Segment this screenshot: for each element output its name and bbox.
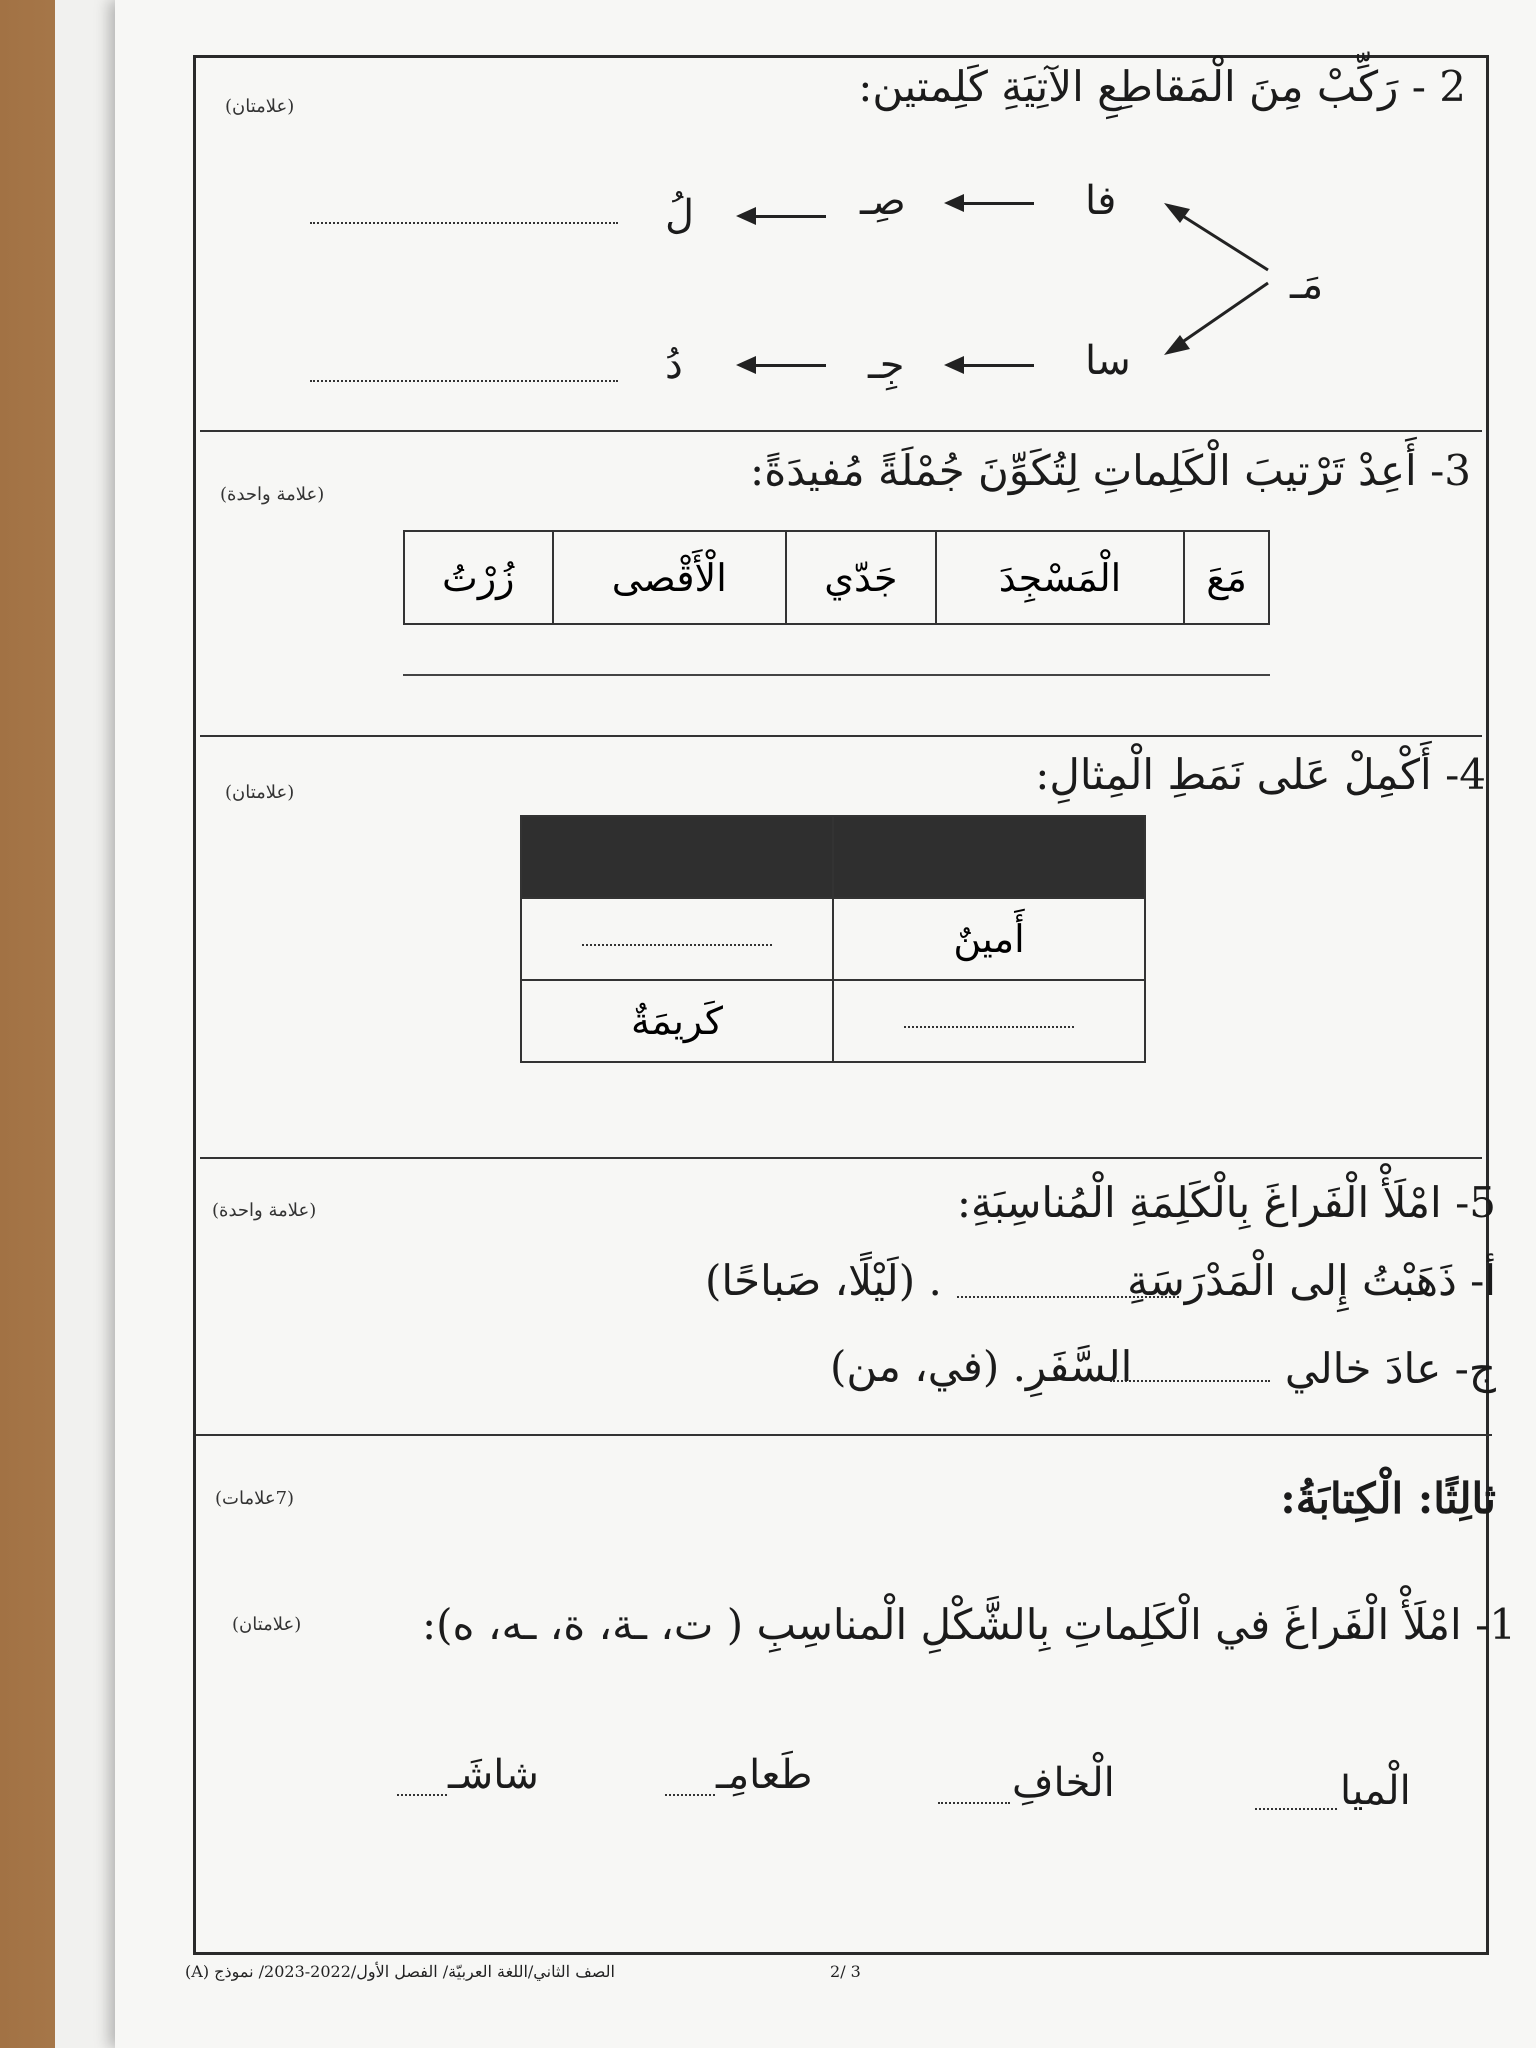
q2-mark: (علامتان) xyxy=(225,96,295,117)
blank-dots xyxy=(904,1026,1074,1028)
footer-info: الصف الثاني/اللغة العربيّة/ الفصل الأول/2022-2023/ نموذج (A) xyxy=(185,1962,615,1981)
q2-answer-line-1[interactable] xyxy=(310,222,618,224)
word-cell: الْمَسْجِدَ xyxy=(936,531,1184,624)
arrow-up xyxy=(1178,213,1268,270)
pattern-cell: كَريمَةٌ xyxy=(521,980,833,1062)
q2-row2-syllable-2: جِـ xyxy=(868,342,905,388)
q2-row2-syllable-3: دُ xyxy=(665,342,683,388)
divider-q4 xyxy=(200,1157,1482,1159)
blank-dots xyxy=(582,944,772,946)
q5-a-blank[interactable] xyxy=(957,1296,1179,1298)
q2-title: 2 - رَكِّبْ مِنَ الْمَقاطِعِ الآتِيَةِ كَلِمتين: xyxy=(858,62,1466,111)
word-cell: الْأَقْصى xyxy=(553,531,786,624)
q3-answer-line[interactable] xyxy=(403,674,1270,676)
q5-c-prefix: ج- عادَ خالي xyxy=(1284,1344,1496,1393)
w1-blank-1[interactable] xyxy=(1255,1808,1337,1810)
w1-word-4: شاشَـ xyxy=(448,1752,539,1798)
q5-c-blank[interactable] xyxy=(1110,1380,1270,1382)
w1-word-1: الْميا xyxy=(1340,1768,1411,1814)
pattern-blank-cell[interactable] xyxy=(833,980,1145,1062)
w1-word-3: طَعامِـ xyxy=(716,1752,813,1798)
q5-mark: (علامة واحدة) xyxy=(212,1200,317,1221)
section3-mark: (7علامات) xyxy=(215,1488,295,1509)
q2-start-syllable: مَـ xyxy=(1290,262,1324,308)
word-cell: جَدّي xyxy=(786,531,936,624)
arrow-down xyxy=(1178,283,1268,345)
q2-row1-syllable-2: صِـ xyxy=(860,178,906,224)
word-cell: مَعَ xyxy=(1184,531,1269,624)
section3-title: ثالِثًا: الْكِتابَةُ: xyxy=(1280,1474,1496,1523)
arrowhead-up xyxy=(1164,203,1190,223)
q4-mark: (علامتان) xyxy=(225,782,295,803)
q2-row1-syllable-1: فا xyxy=(1085,178,1117,224)
divider-q5 xyxy=(196,1434,1492,1436)
w1-blank-4[interactable] xyxy=(397,1794,447,1796)
branch-arrows xyxy=(1150,195,1290,365)
q3-mark: (علامة واحدة) xyxy=(220,484,325,505)
q5-a-options: . (لَيْلًا، صَباحًا) xyxy=(705,1256,942,1305)
q2-row1-syllable-3: لُ xyxy=(665,192,695,238)
q2-row2-syllable-1: سا xyxy=(1085,338,1131,384)
divider-q2 xyxy=(200,430,1482,432)
w1-blank-3[interactable] xyxy=(665,1794,715,1796)
q3-title: 3- أَعِدْ تَرْتيبَ الْكَلِماتِ لِتُكَوِّنَ جُمْلَةً مُفيدَةً: xyxy=(750,446,1471,495)
q3-word-table xyxy=(403,530,1270,625)
w1-word-2: الْخافِ xyxy=(1012,1760,1115,1806)
q4-pattern-table xyxy=(520,815,1146,1063)
arrow-row2-1 xyxy=(960,364,1034,367)
q5-c-suffix: السَّفَرِ. (في، من) xyxy=(830,1342,1133,1391)
w1-title: 1- امْلَأْ الْفَراغَ في الْكَلِماتِ بِالشَّكْلِ الْمناسِبِ ( ت، ـة، ة، ـه، ه): xyxy=(422,1600,1516,1649)
footer-page-number: 3 /2 xyxy=(830,1962,861,1981)
example-cell-shaded xyxy=(833,816,1145,898)
arrow-row1-2 xyxy=(752,215,826,218)
word-cell: زُرْتُ xyxy=(404,531,553,624)
pattern-blank-cell[interactable] xyxy=(521,898,833,980)
arrow-row1-1 xyxy=(960,202,1034,205)
w1-mark: (علامتان) xyxy=(232,1614,302,1635)
example-cell-shaded xyxy=(521,816,833,898)
q2-answer-line-2[interactable] xyxy=(310,380,618,382)
q5-a-prefix: أ- ذَهَبْتُ إِلى الْمَدْرَسَةِ xyxy=(1127,1256,1496,1305)
pattern-cell: أَمينٌ xyxy=(833,898,1145,980)
q4-title: 4- أَكْمِلْ عَلى نَمَطِ الْمِثالِ: xyxy=(1035,750,1486,799)
q5-title: 5- امْلَأْ الْفَراغَ بِالْكَلِمَةِ الْمُناسِبَةِ: xyxy=(956,1178,1496,1227)
arrow-row2-2 xyxy=(752,364,826,367)
w1-blank-2[interactable] xyxy=(938,1802,1010,1804)
divider-q3 xyxy=(200,735,1482,737)
